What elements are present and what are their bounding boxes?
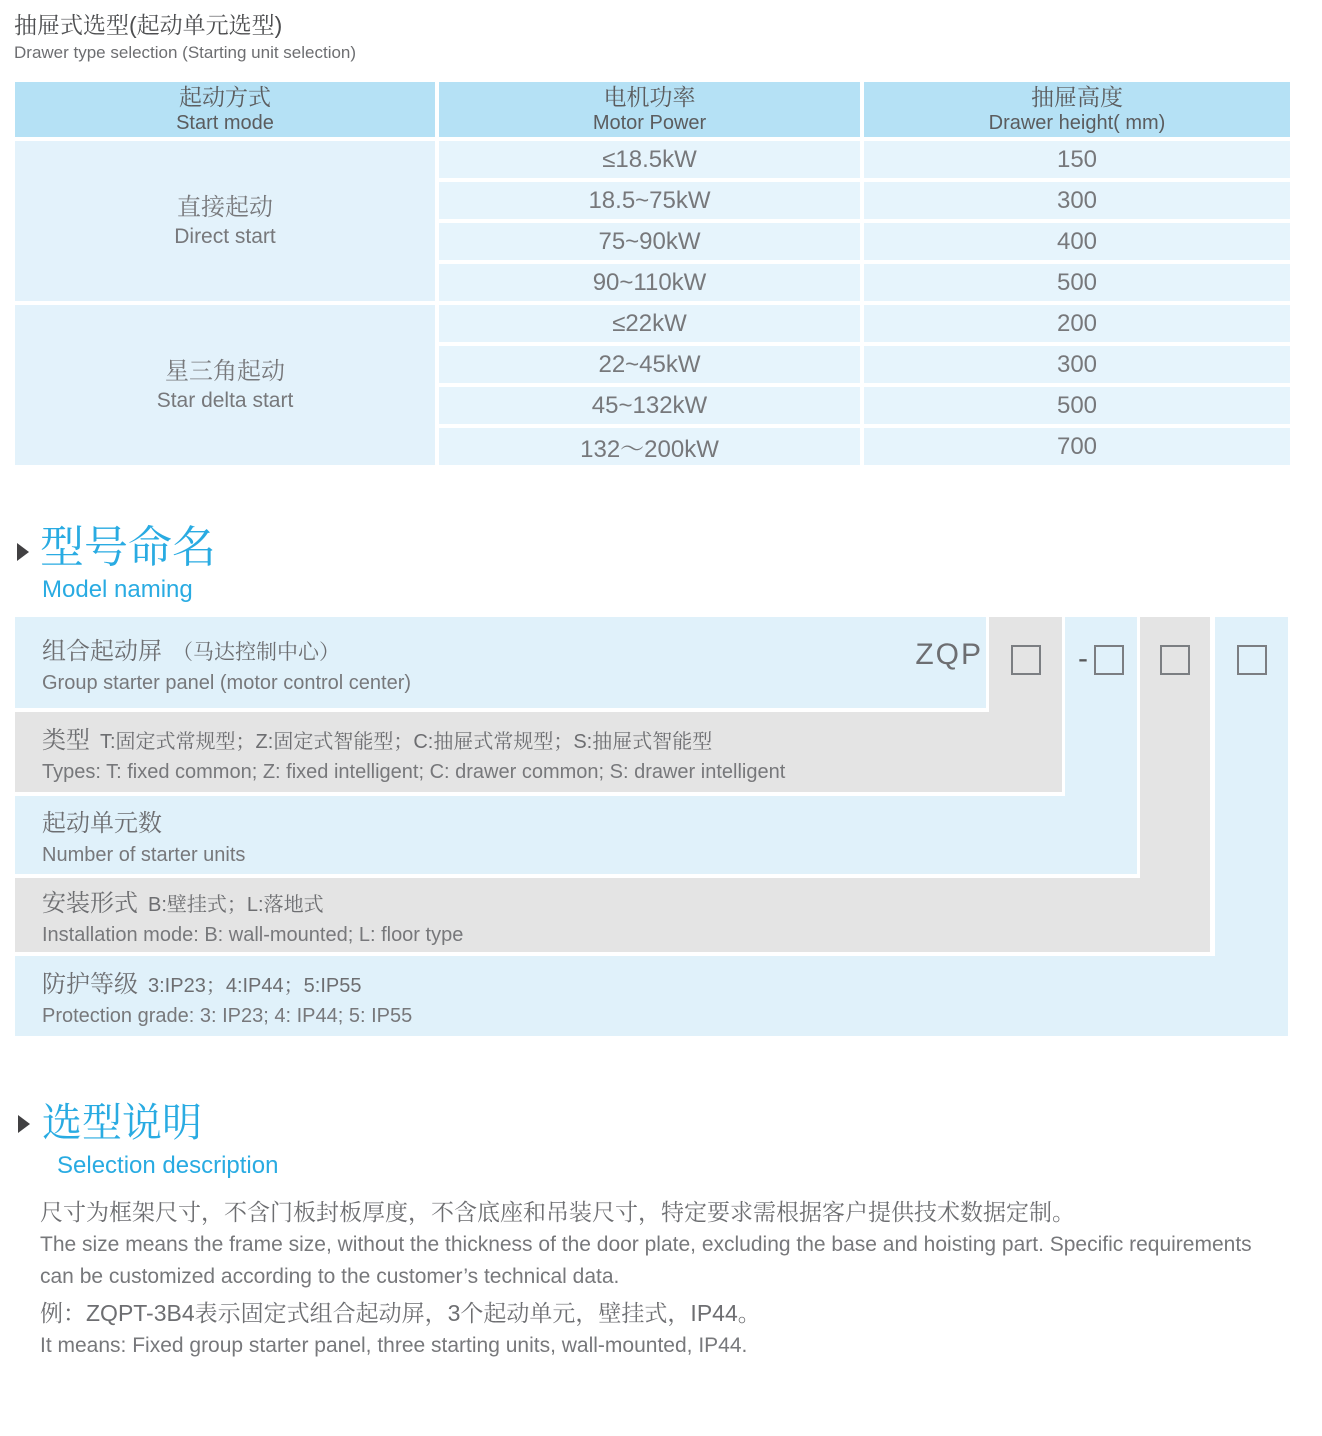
model-row-en: Protection grade: 3: IP23; 4: IP44; 5: IP55	[42, 1005, 413, 1027]
model-col-protection	[1215, 617, 1288, 1036]
header-cn: 起动方式	[179, 84, 271, 110]
drawer-height-cell: 500	[864, 387, 1290, 424]
model-naming-heading-en: Model naming	[42, 576, 193, 603]
drawer-height-cell: 400	[864, 223, 1290, 260]
motor-power-cell: 132～200kW	[439, 428, 860, 465]
motor-power-cell: 45~132kW	[439, 387, 860, 424]
section-bullet-icon	[18, 1115, 30, 1133]
model-code-box	[1011, 645, 1041, 675]
page-title	[14, 10, 356, 66]
model-naming-heading-cn: 型号命名	[40, 523, 216, 572]
model-col-installation	[1140, 617, 1210, 952]
model-code-box	[1237, 645, 1267, 675]
model-row-types	[15, 712, 1062, 792]
model-row-en: Number of starter units	[42, 844, 246, 866]
model-code-box	[1094, 645, 1124, 675]
column-header-motor-power	[439, 82, 860, 137]
model-code-box	[1160, 645, 1190, 675]
header-en: Start mode	[176, 112, 274, 134]
selection-description-heading-cn: 选型说明	[42, 1101, 202, 1145]
group-label-en: Direct start	[174, 225, 276, 248]
model-row-installation-mode	[15, 878, 1210, 952]
group-label-cn: 直接起动	[177, 194, 273, 221]
desc-paragraph-en: It means: Fixed group starter panel, three starting units, wall-mounted, IP44.	[40, 1334, 748, 1357]
model-row-en: Installation mode: B: wall-mounted; L: floor type	[42, 924, 464, 946]
model-row-cn	[42, 883, 1210, 918]
drawer-height-cell: 300	[864, 182, 1290, 219]
model-row-detail-cn: B:壁挂式；L:落地式	[148, 894, 324, 916]
column-header-start-mode	[15, 82, 435, 137]
group-label-en: Star delta start	[156, 389, 294, 412]
model-col-units	[1065, 617, 1137, 874]
model-row-detail-cn: （马达控制中心）	[172, 640, 340, 664]
group-label-cn: 星三角起动	[165, 358, 285, 385]
header-en: Drawer height( mm)	[988, 112, 1166, 134]
drawer-height-cell: 700	[864, 428, 1290, 465]
model-row-cn	[42, 720, 1062, 755]
start-mode-group-direct-start	[15, 141, 435, 301]
model-row-group-starter-panel	[15, 617, 986, 708]
model-row-en: Types: T: fixed common; Z: fixed intelligent; C: drawer common; S: drawer intelligent	[42, 761, 786, 783]
page-title-cn: 抽屉式选型(起动单元选型)	[14, 12, 283, 38]
drawer-selection-table	[15, 82, 1290, 465]
model-row-cn	[42, 964, 1288, 999]
motor-power-cell: 90~110kW	[439, 264, 860, 301]
header-en: Motor Power	[592, 112, 707, 134]
desc-paragraph-cn: 尺寸为框架尺寸，不含门板封板厚度，不含底座和吊装尺寸，特定要求需根据客户提供技术数据定制。	[40, 1199, 1075, 1225]
section-bullet-icon	[17, 543, 29, 561]
drawer-height-cell: 150	[864, 141, 1290, 178]
model-col-type	[989, 617, 1062, 792]
column-header-drawer-height	[864, 82, 1290, 137]
model-code-dash: -	[1078, 642, 1088, 675]
model-row-cn	[42, 631, 986, 666]
motor-power-cell: 18.5~75kW	[439, 182, 860, 219]
drawer-height-cell: 500	[864, 264, 1290, 301]
model-row-label-cn: 组合起动屏	[42, 637, 162, 665]
model-code-prefix: ZQP	[915, 638, 983, 671]
header-cn: 电机功率	[603, 84, 696, 110]
desc-paragraph-cn: 例：ZQPT-3B4表示固定式组合起动屏，3个起动单元，壁挂式，IP44。	[40, 1300, 761, 1326]
model-row-starter-units	[15, 796, 1137, 874]
motor-power-cell: 75~90kW	[439, 223, 860, 260]
selection-description-body	[40, 1196, 1288, 1362]
start-mode-group-star-delta-start	[15, 305, 435, 465]
header-cn: 抽屉高度	[1031, 84, 1123, 110]
drawer-height-cell: 300	[864, 346, 1290, 383]
model-row-cn	[42, 803, 1137, 838]
model-row-detail-cn: 3:IP23；4:IP44；5:IP55	[148, 975, 362, 997]
page-title-en: Drawer type selection (Starting unit selection)	[14, 43, 357, 62]
motor-power-cell: ≤22kW	[439, 305, 860, 342]
model-row-label-cn: 安装形式	[42, 890, 138, 917]
model-row-protection-grade	[15, 956, 1288, 1036]
drawer-height-cell: 200	[864, 305, 1290, 342]
motor-power-cell: ≤18.5kW	[439, 141, 860, 178]
model-row-en: Group starter panel (motor control center)	[42, 671, 412, 694]
model-row-label-cn: 防护等级	[42, 971, 138, 998]
model-row-label-cn: 类型	[42, 727, 90, 754]
model-row-detail-cn: T:固定式常规型；Z:固定式智能型；C:抽屉式常规型；S:抽屉式智能型	[100, 731, 713, 753]
selection-description-heading-en: Selection description	[57, 1152, 279, 1179]
model-row-label-cn: 起动单元数	[42, 810, 162, 837]
desc-paragraph-en: The size means the frame size, without the thickness of the door plate, excluding the base and hoisting part. Specific requirements can be customized according to the customer’s technical data.	[40, 1233, 1252, 1288]
motor-power-cell: 22~45kW	[439, 346, 860, 383]
